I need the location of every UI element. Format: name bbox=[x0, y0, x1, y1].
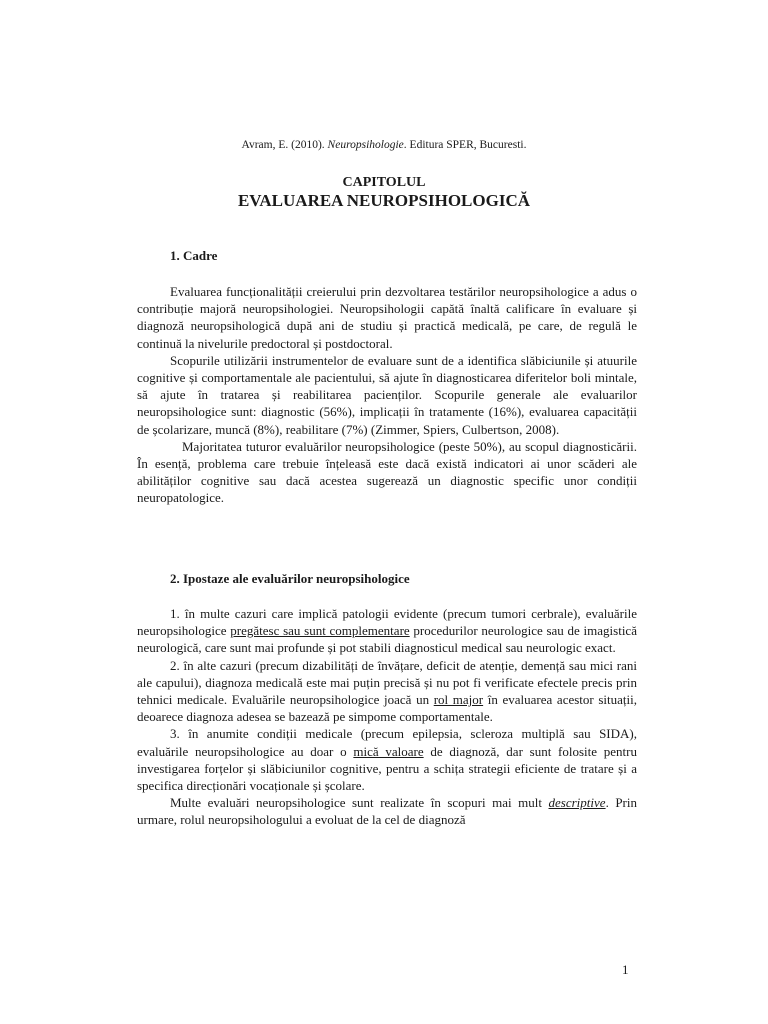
underlined-phrase: mică valoare bbox=[353, 743, 424, 759]
section-2 bbox=[137, 571, 637, 587]
citation-authors: Avram, E. (2010). bbox=[241, 139, 328, 151]
citation-publisher: . Editura SPER, Bucuresti. bbox=[403, 139, 527, 151]
section-1-paragraph-2: Scopurile utilizării instrumentelor de evaluare sunt de a identifica slăbiciunile și atuurile cognitive și comportamentale ale pacientului, să ajute în diagnosticarea diferitelor boli mintale, să ajute în tratarea și reabilitarea pacienților. Scopurile generale ale evaluarilor neuropsihologice sunt: diagnostic (56%), implicații în tratamente (16%), evaluarea capacității de școlarizare, muncă (8%), reabilitare (7%) (Zimmer, Spiers, Culbertson, 2008). bbox=[137, 352, 637, 437]
page-number: 1 bbox=[622, 962, 629, 977]
underlined-italic-phrase: descriptive bbox=[548, 795, 606, 811]
section-2-paragraph-1 bbox=[137, 605, 637, 657]
section-2-paragraph-3 bbox=[137, 725, 637, 794]
section-2-heading: 2. Ipostaze ale evaluărilor neuropsihologice bbox=[170, 571, 410, 586]
section-2-paragraph-2 bbox=[137, 657, 637, 726]
text-run: de diagnoză, dar sunt folosite pentru investigarea forțelor și slăbiciunilor cognitive, pentru a schița strategii eficiente de tratare și a specifica direcționări vocaționale și școlare. bbox=[137, 743, 637, 794]
underlined-phrase: rol major bbox=[433, 692, 484, 708]
section-1 bbox=[137, 248, 637, 264]
citation bbox=[0, 138, 768, 152]
text-run: 2. în alte cazuri (precum dizabilități de învățare, deficit de atenție, demență sau mici rani ale capului), diagnoza medicală este mai puțin precisă și nu pot fi verificate efectele precis prin tehnici medicale. Evaluările neuropsihologice joacă un bbox=[137, 657, 637, 708]
text-run: Multe evaluări neuropsihologice sunt realizate în scopuri mai mult bbox=[170, 795, 549, 811]
underlined-phrase: pregătesc sau sunt complementare bbox=[230, 623, 410, 639]
section-2-body bbox=[137, 605, 637, 829]
text-run: procedurilor neurologice sau de imagistică neurologică, care sunt mai profunde și pot stabili diagnosticul medical sau neurologic exact. bbox=[137, 623, 637, 656]
chapter-label: CAPITOLUL bbox=[342, 175, 426, 190]
section-1-paragraph-1: Evaluarea funcționalității creierului prin dezvoltarea testărilor neuropsihologice a adus o contribuție majoră neuropsihologiei. Neuropsihologii capătă înaltă calificare în evaluare și diagnoză neuropsihologică după ani de studiu și practică medicală, pe care, de regulă le continuă la nivelurile predoctoral și postdoctoral. bbox=[137, 284, 637, 351]
text-run: 1. în multe cazuri care implică patologii evidente (precum tumori cerbrale), evaluările neuropsihologice bbox=[137, 606, 637, 639]
text-run: 3. în anumite condiții medicale (precum epilepsia, scleroza multiplă sau SIDA), evaluările neuropsihologice au doar o bbox=[137, 726, 637, 759]
text-run: în evaluarea acestor situații, deoarece diagnoza adesea se bazează pe simpome comportamentale. bbox=[137, 692, 638, 725]
section-1-body bbox=[137, 283, 637, 507]
text-run: . Prin urmare, rolul neuropsihologului a evoluat de la cel de diagnoză bbox=[137, 795, 638, 828]
chapter-title: EVALUAREA NEUROPSIHOLOGICĂ bbox=[237, 191, 531, 210]
citation-book-title: Neuropsihologie bbox=[327, 139, 404, 151]
section-1-heading: 1. Cadre bbox=[170, 248, 218, 263]
section-1-paragraph-3: Majoritatea tuturor evaluărilor neuropsihologice (peste 50%), au scopul diagnosticării. În esență, problema care trebuie înțeleasă este dacă există indicatori ai unor scăderi ale abilităților cognitive sau dacă acestea sugerează un diagnostic specific unor condiții neuropatologice. bbox=[137, 438, 637, 506]
section-2-paragraph-4 bbox=[137, 794, 637, 828]
